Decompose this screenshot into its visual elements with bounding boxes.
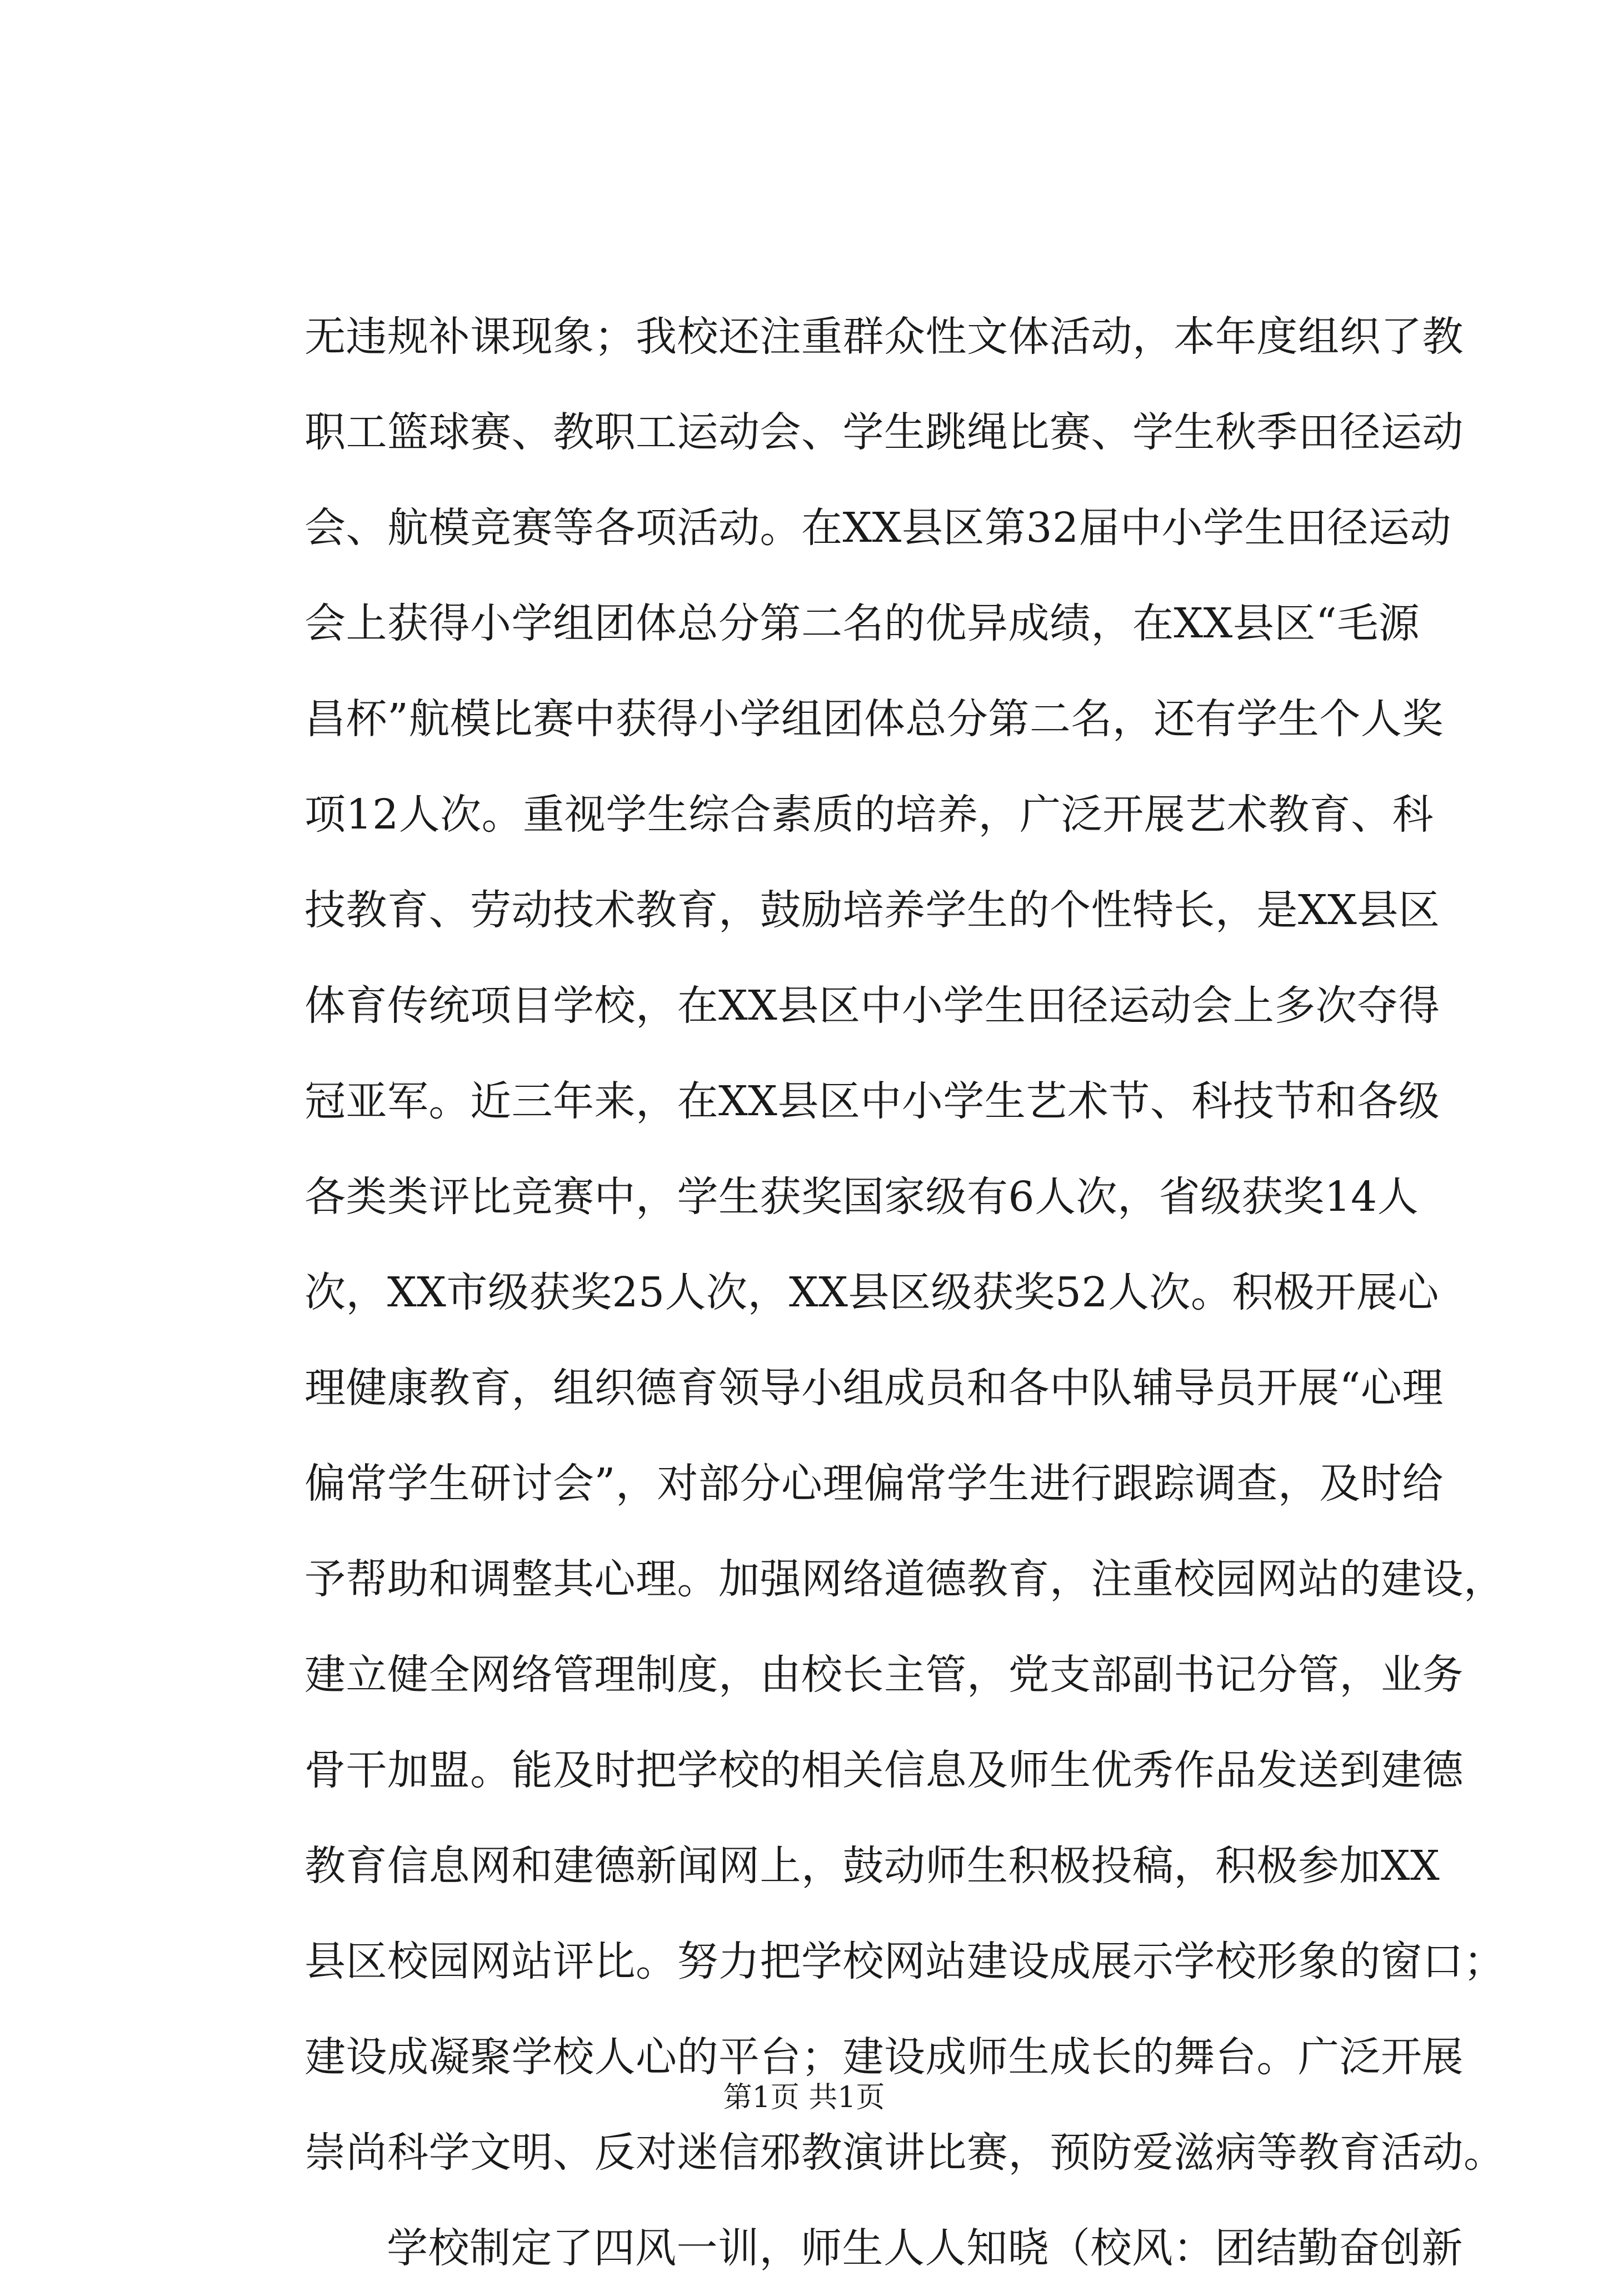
text-line: 理健康教育，组织德育领导小组成员和各中队辅导员开展“心理 [304, 1364, 1444, 1412]
text-line: 技教育、劳动技术教育，鼓励培养学生的个性特长，是XX县区 [304, 886, 1440, 934]
text-line: 职工篮球赛、教职工运动会、学生跳绳比赛、学生秋季田径运动 [304, 408, 1464, 456]
page-footer: 第1页 共1页 [723, 2081, 885, 2114]
text-line: 次，XX市级获奖25人次，XX县区级获奖52人次。积极开展心 [304, 1269, 1440, 1316]
text-line: 教育信息网和建德新闻网上，鼓动师生积极投稿，积极参加XX [304, 1842, 1440, 1890]
text-line: 昌杯”航模比赛中获得小学组团体总分第二名，还有学生个人奖 [304, 695, 1444, 743]
body-text [304, 289, 1505, 2296]
text-line: 会上获得小学组团体总分第二名的优异成绩，在XX县区“毛源 [304, 600, 1420, 647]
text-line: 无违规补课现象；我校还注重群众性文体活动，本年度组织了教 [304, 313, 1464, 361]
text-line: 崇尚科学文明、反对迷信邪教演讲比赛，预防爱滋病等教育活动。 [304, 2129, 1505, 2177]
text-line: 骨干加盟。能及时把学校的相关信息及师生优秀作品发送到建德 [304, 1746, 1464, 1794]
text-line: 项12人次。重视学生综合素质的培养，广泛开展艺术教育、科 [304, 791, 1434, 838]
text-line: 会、航模竞赛等各项活动。在XX县区第32届中小学生田径运动 [304, 504, 1452, 552]
text-line: 建设成凝聚学校人心的平台；建设成师生成长的舞台。广泛开展 [304, 2033, 1464, 2081]
text-line: 偏常学生研讨会”，对部分心理偏常学生进行跟踪调查，及时给 [304, 1460, 1444, 1508]
text-line: 建立健全网络管理制度，由校长主管，党支部副书记分管，业务 [304, 1651, 1464, 1699]
text-line: 县区校园网站评比。努力把学校网站建设成展示学校形象的窗口； [304, 1938, 1505, 1985]
text-line: 体育传统项目学校，在XX县区中小学生田径运动会上多次夺得 [304, 982, 1440, 1030]
text-line: 各类类评比竞赛中，学生获奖国家级有6人次，省级获奖14人 [304, 1173, 1419, 1221]
text-line: 予帮助和调整其心理。加强网络道德教育，注重校园网站的建设， [304, 1555, 1505, 1603]
paragraph-first-line: 学校制定了四风一训，师生人人知晓（校风：团结勤奋创新 [387, 2224, 1463, 2272]
text-line: 冠亚军。近三年来，在XX县区中小学生艺术节、科技节和各级 [304, 1077, 1440, 1125]
